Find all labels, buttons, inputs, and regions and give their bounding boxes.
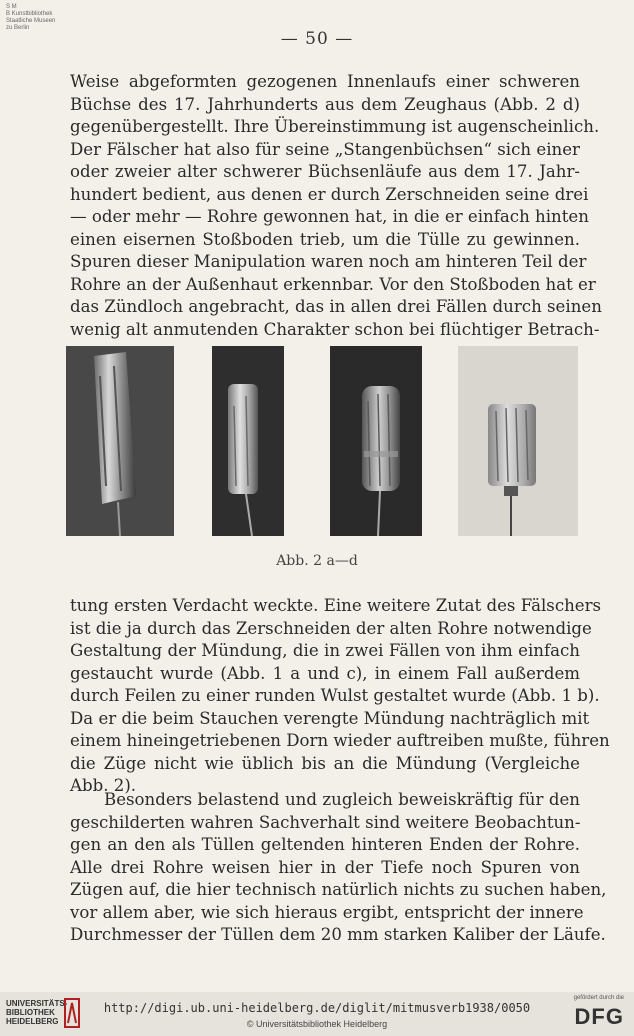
photo-c [330,346,422,536]
text-line: Zügen auf, die hier technisch natürlich nichts zu suchen haben, [70,880,607,899]
footer-bar [0,992,634,1036]
text-line: Besonders belastend und zugleich beweiskräftig für den [104,790,580,809]
text-line: Rohre an der Außenhaut erkennbar. Vor den Stoßboden hat er [70,274,596,294]
text-line: Büchse des 17. Jahrhunderts aus dem Zeughaus (Abb. 2 d) [70,94,580,114]
stamp-line: S M [6,4,17,10]
text-line: — oder mehr — Rohre gewonnen hat, in die er einfach hinten [70,207,589,226]
stamp-line: zu Berlin [6,25,30,31]
paragraph-2 [70,595,610,798]
figure-photos [66,346,578,536]
text-line: Gestaltung der Mündung, die in zwei Fällen von ihm einfach [70,641,580,660]
text-line: durch Feilen zu einer runden Wulst gestaltet wurde (Abb. 1 b). [70,686,600,705]
text-line: vor allem aber, wie sich hieraus ergibt, entspricht der innere [70,902,584,922]
text-line: Da er die beim Stauchen verengte Mündung nachträglich mit [70,708,590,728]
paragraph-1 [70,71,602,341]
library-line: BIBLIOTHEK [6,1008,55,1017]
text-line: ist die ja durch das Zerschneiden der alten Rohre notwendige [70,618,592,638]
photo-d [458,346,578,536]
paragraph-3 [70,789,607,947]
text-line: Durchmesser der Tüllen dem 20 mm starken Kaliber der Läufe. [70,925,606,944]
text-line: gen an den als Tüllen geltenden hinteren Enden der Rohre. [70,835,580,854]
photo-b [212,346,284,536]
stamp-line: B Kunstbibliothek [6,11,53,17]
text-line: geschilderten wahren Sachverhalt sind weitere Beobachtun- [70,812,581,832]
funding-note: gefördert durch die [573,995,624,1001]
photo-a [66,346,174,536]
figure-caption: Abb. 2 a—d [276,553,358,569]
page-number: — 50 — [280,29,354,49]
text-line: das Zündloch angebracht, das in allen drei Fällen durch seinen [70,297,602,316]
stamp-line: Staatliche Museen [6,18,56,24]
text-line: oder zweier alter schwerer Büchsenläufe aus dem 17. Jahr- [70,162,580,181]
text-line: gestaucht wurde (Abb. 1 a und c), in einem Fall außerdem [70,663,580,683]
library-line: HEIDELBERG [6,1017,59,1026]
copyright: © Universitätsbibliothek Heidelberg [246,1019,388,1029]
text-line: tung ersten Verdacht weckte. Eine weitere Zutat des Fälschers [70,596,602,615]
text-line: die Züge nicht wie üblich bis an die Mündung (Vergleiche [70,753,580,773]
text-line: hundert bedient, aus denen er durch Zerschneiden seine drei [70,184,589,204]
permalink-url[interactable]: http://digi.ub.uni-heidelberg.de/diglit/mitmusverb1938/0050 [103,1001,531,1015]
text-line: Abb. 2). [70,776,137,795]
text-line: Weise abgeformten gezogenen Innenlaufs einer schweren [70,72,580,91]
text-line: einem hineingetriebenen Dorn wieder auftreiben mußte, führen [70,731,610,750]
text-line: wenig alt anmutenden Charakter schon bei flüchtiger Betrach- [70,319,600,339]
library-stamp [6,4,55,32]
text-line: gegenübergestellt. Ihre Übereinstimmung ist augenscheinlich. [70,117,600,136]
text-line: Alle drei Rohre weisen hier in der Tiefe noch Spuren von [70,857,580,877]
text-line: einen eisernen Stoßboden trieb, um die Tülle zu gewinnen. [70,229,580,249]
library-line: UNIVERSITÄTS- [6,999,68,1008]
text-line: Spuren dieser Manipulation waren noch am hinteren Teil der [70,252,587,271]
text-line: Der Fälscher hat also für seine „Stangenbüchsen“ sich einer [70,139,580,159]
dfg-logo: DFG [574,1004,624,1029]
